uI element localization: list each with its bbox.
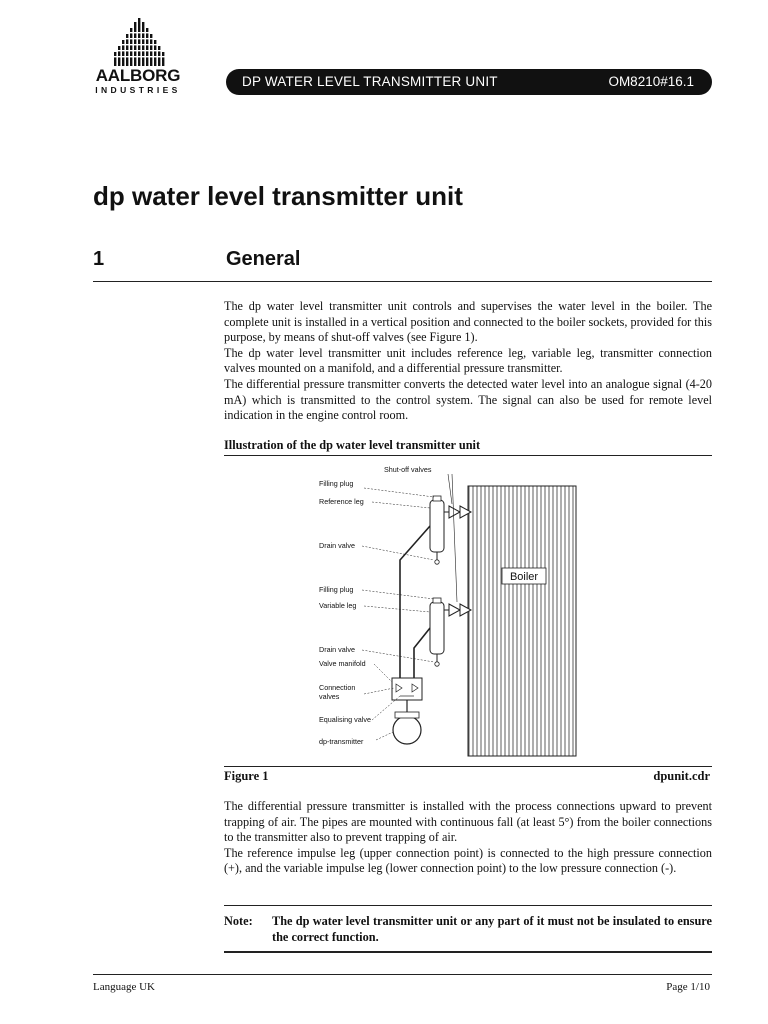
- intro-line-1: The dp water level transmitter unit controls and supervises the water level in the boiler. The complete unit is installed in a vertical position and connected to the boiler sockets, provided for this purpose, by means of shut-off valves (see Figure 1).: [224, 299, 712, 345]
- section-title: General: [226, 248, 301, 270]
- dp-transmitter-label: dp-transmitter: [319, 737, 364, 746]
- footer-page-number: Page 1/10: [666, 981, 710, 993]
- note-text: The dp water level transmitter unit or any part of it must not be insulated to ensure the correct function.: [272, 914, 712, 944]
- figure-caption: Figure 1: [224, 769, 269, 783]
- reference-leg: [430, 500, 444, 552]
- section-divider: [93, 281, 712, 282]
- page-title: dp water level transmitter unit: [93, 181, 463, 211]
- intro-line-2: The dp water level transmitter unit includes reference leg, variable leg, transmitter connection valves mounted on a manifold, and a differential pressure transmitter.: [224, 345, 712, 376]
- document-code: OM8210#16.1: [608, 74, 694, 89]
- valve-manifold-label: Valve manifold: [319, 659, 366, 668]
- section-number: 1: [93, 248, 105, 270]
- dp-transmitter: [393, 716, 421, 744]
- footer-language: Language UK: [93, 981, 156, 993]
- note-top-divider: [224, 905, 712, 906]
- logo-wordmark: AALBORG: [95, 66, 181, 85]
- boiler-body: [468, 486, 576, 756]
- filling-plug-lower-label: Filling plug: [319, 585, 354, 594]
- shutoff-valves-label: Shut-off valves: [384, 465, 432, 474]
- drain-valve-upper-label: Drain valve: [319, 541, 355, 550]
- drain-valve-lower-label: Drain valve: [319, 645, 355, 654]
- note-label: Note:: [224, 914, 253, 928]
- body-line-2: The reference impulse leg (upper connection point) is connected to the high pressure connection (+), and the variable impulse leg (lower connection point) to the low pressure connection (-).: [224, 845, 712, 876]
- boiler-label: Boiler: [509, 571, 539, 583]
- footer-divider: [93, 974, 712, 975]
- equalising-valve-label: Equalising valve: [319, 715, 371, 724]
- body-line-1: The differential pressure transmitter is installed with the process connections upward to prevent trapping of air. The pipes are mounted with continuous fall (at least 5°) from the boiler connections to the transmitter also to prevent trapping of air.: [224, 799, 712, 845]
- connection-valves-label-2: valves: [319, 692, 340, 701]
- figure-filename: dpunit.cdr: [653, 769, 710, 783]
- transmitter-unit-diagram: [224, 460, 714, 770]
- reference-leg-label: Reference leg: [319, 497, 364, 506]
- logo-subtitle: INDUSTRIES: [95, 85, 181, 95]
- figure-divider: [224, 766, 712, 767]
- intro-line-3: The differential pressure transmitter converts the detected water level into an analogue signal (4-20 mA) which is transmitted to the control system. The signal can also be used for remote level indication in the engine control room.: [224, 376, 712, 423]
- illustration-divider: [224, 455, 712, 456]
- filling-plug-upper-label: Filling plug: [319, 479, 354, 488]
- banner-title: DP WATER LEVEL TRANSMITTER UNIT: [242, 74, 498, 89]
- body-paragraph: [224, 799, 712, 877]
- note-bottom-divider: [224, 951, 712, 953]
- connection-valves-label-1: Connection: [319, 683, 356, 692]
- intro-paragraph: [224, 299, 712, 424]
- illustration-title: Illustration of the dp water level transmitter unit: [224, 438, 481, 452]
- variable-leg: [430, 602, 444, 654]
- header-banner: [226, 69, 712, 95]
- variable-leg-label: Variable leg: [319, 601, 357, 610]
